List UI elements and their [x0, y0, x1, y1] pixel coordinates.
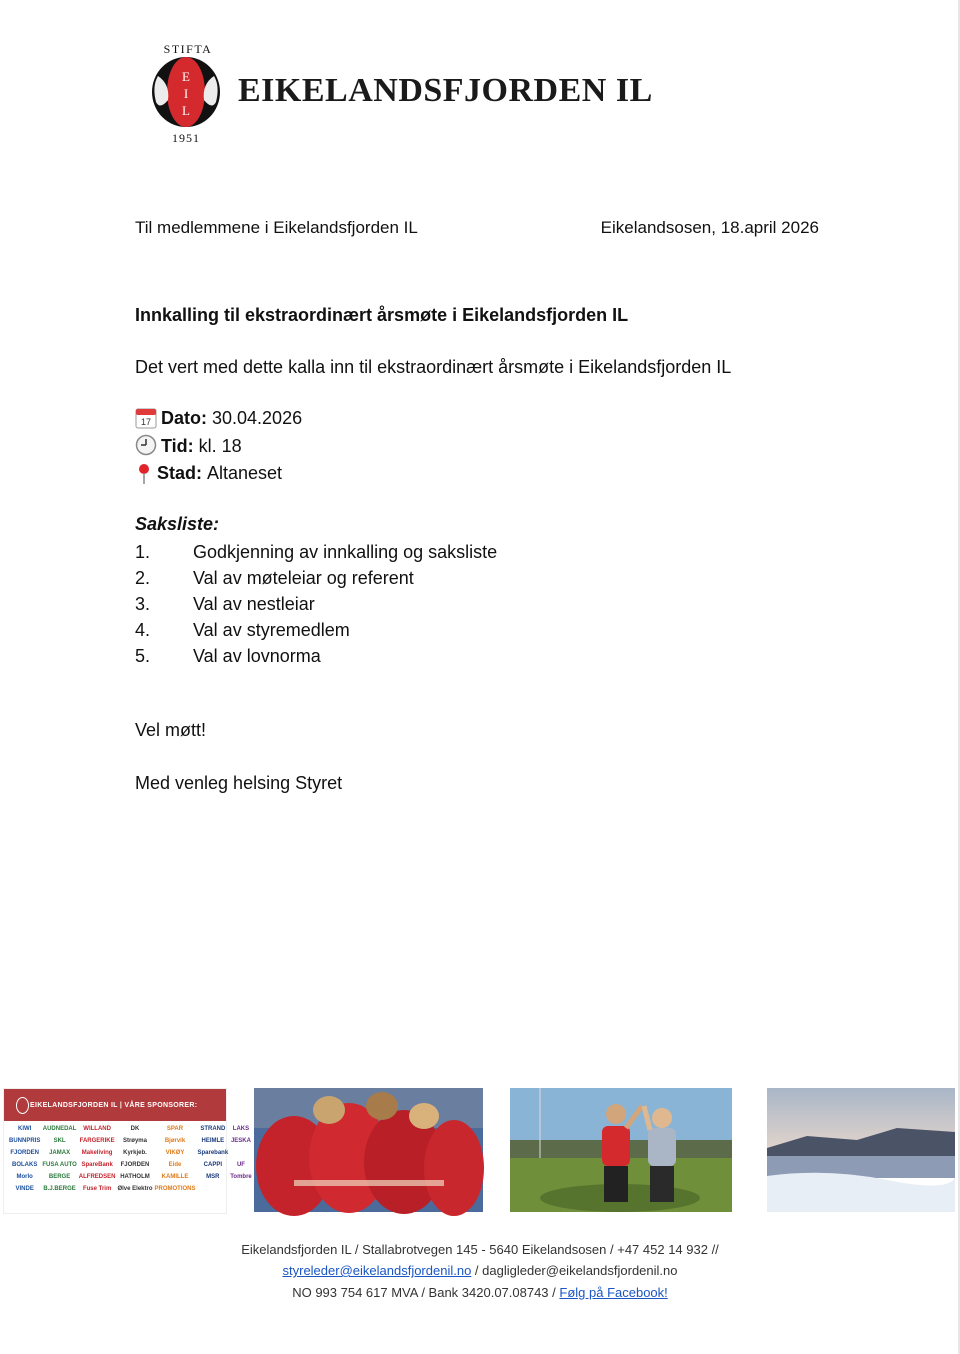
sponsor-header-text: EIKELANDSFJORDEN IL | VÅRE SPONSORER: [30, 1101, 198, 1109]
sponsor-logo: ALFREDSEN [78, 1174, 116, 1180]
date-value: 30.04.2026 [212, 408, 303, 428]
sponsor-header [4, 1089, 226, 1121]
sponsor-logo: STRAND [200, 1126, 226, 1132]
sponsor-logo: Sparebank [197, 1150, 229, 1156]
sponsor-logo: AUDNEDAL [42, 1126, 77, 1132]
club-name: EIKELANDSFJORDEN IL [238, 72, 653, 109]
sponsor-logo: Morlo [16, 1174, 33, 1180]
email-chair-link[interactable]: styreleder@eikelandsfjordenil.no [282, 1263, 472, 1278]
footer-org-bank: NO 993 754 617 MVA / Bank 3420.07.08743 / [292, 1285, 560, 1300]
sponsor-logo: KIWI [18, 1126, 32, 1132]
sponsor-logo: UF [236, 1162, 245, 1168]
sponsor-logo: HEIMLE [201, 1138, 225, 1144]
sponsor-logo: MSR [206, 1174, 220, 1180]
sponsor-logo: CAPPI [203, 1162, 223, 1168]
logo-top-text: STIFTA [163, 42, 213, 56]
agenda-num: 2. [135, 568, 151, 588]
sponsor-logo: BOLAKS [12, 1162, 38, 1168]
sponsor-logo: LAKS [232, 1126, 250, 1132]
sponsor-logo: WILLAND [83, 1126, 111, 1132]
sponsor-logo [230, 1185, 252, 1194]
agenda-num: 4. [135, 620, 151, 640]
sponsor-logo: JAMAX [49, 1150, 71, 1156]
signature: Med venleg helsing Styret [135, 773, 343, 793]
agenda-text: Val av nestleiar [193, 594, 315, 614]
time-row [135, 433, 302, 461]
photo-team-huddle [254, 1088, 483, 1212]
sponsor-logo: JESKA [230, 1138, 251, 1144]
footer-address: Eikelandsfjorden IL / Stallabrotvegen 145 - 5640 Eikelandsosen / +47 452 14 932 // [241, 1242, 719, 1257]
sponsor-logo: B.J.BERGE [43, 1186, 76, 1192]
recipient: Til medlemmene i Eikelandsfjorden IL [135, 218, 418, 237]
logo-letter-e: E [182, 69, 190, 84]
agenda-text: Val av styremedlem [193, 620, 350, 640]
sponsor-logo: Makeliving [81, 1150, 113, 1156]
sponsor-logo: KAMILLE [161, 1174, 189, 1180]
sponsor-logo: VIKØY [165, 1150, 185, 1156]
sponsor-logo: Ølve Elektro [117, 1186, 153, 1192]
agenda-text: Val av møteleiar og referent [193, 568, 414, 588]
logo-letter-i: I [183, 86, 189, 101]
sponsor-logo: Tombre [230, 1174, 252, 1180]
sponsor-logo: Fuse Trim [82, 1186, 112, 1192]
sponsor-logo [198, 1185, 229, 1194]
date-row [135, 405, 302, 433]
clock-icon [135, 434, 159, 458]
place-value: Altaneset [207, 463, 283, 483]
agenda-num: 3. [135, 594, 151, 614]
pin-icon [135, 462, 155, 486]
sponsor-logo: VINDE [15, 1186, 34, 1192]
agenda-item [135, 643, 497, 669]
time-value: kl. 18 [198, 435, 242, 456]
intro-text: Det vert med dette kalla inn til ekstraordinært årsmøte i Eikelandsfjorden IL [135, 357, 732, 377]
agenda-list [135, 539, 497, 669]
place-date: Eikelandsosen, 18.april 2026 [600, 218, 819, 237]
sponsor-logo: Strøyma [122, 1138, 147, 1144]
photo-high-five [510, 1088, 732, 1212]
sponsor-logo: HATHOLM [120, 1174, 150, 1180]
place-label: Stad: [157, 463, 202, 483]
agenda-text: Val av lovnorma [193, 646, 321, 666]
club-logo [148, 40, 228, 146]
letter-heading: Innkalling til ekstraordinært årsmøte i Eikelandsfjorden IL [135, 305, 629, 325]
sponsor-logo: DK [130, 1126, 140, 1132]
facebook-link[interactable]: Følg på Facebook! [559, 1285, 668, 1300]
sponsor-logo [230, 1149, 252, 1158]
sponsor-logo: FARGERIKE [79, 1138, 115, 1144]
sponsor-logo: Kyrkjeb. [123, 1150, 147, 1156]
sponsor-logo: SpareBank [81, 1162, 113, 1168]
address-row [135, 218, 825, 238]
agenda-num: 5. [135, 646, 151, 666]
agenda-item [135, 565, 497, 591]
sponsor-logo: PROMOTIONS [154, 1186, 196, 1192]
agenda-num: 1. [135, 542, 151, 562]
sponsor-logo: Bjørvik [164, 1138, 186, 1144]
closing-text: Vel møtt! [135, 720, 207, 740]
footer-contacts [0, 1263, 960, 1278]
sponsor-logo: SKL [53, 1138, 66, 1144]
calendar-icon [135, 407, 159, 431]
agenda-title: Saksliste: [135, 514, 220, 534]
agenda-item [135, 591, 497, 617]
logo-letter-l: L [182, 103, 190, 118]
sponsor-board [3, 1088, 252, 1214]
sponsor-logo: Eide [168, 1162, 182, 1168]
sponsor-logo: FJORDEN [10, 1150, 39, 1156]
sponsor-logo: FUSA AUTO [42, 1162, 77, 1168]
photo-fjord-winter [767, 1088, 955, 1212]
place-row [135, 460, 302, 488]
sponsor-logo: BERGE [48, 1174, 71, 1180]
agenda-item [135, 617, 497, 643]
footer-sep: / [471, 1263, 483, 1278]
email-manager: dagligleder@eikelandsfjordenil.no [482, 1263, 678, 1278]
footer-legal [0, 1285, 960, 1300]
meeting-details [135, 405, 302, 488]
agenda-text: Godkjenning av innkalling og saksliste [193, 542, 498, 562]
date-label: Dato: [161, 408, 207, 428]
sponsor-logo: FJORDEN [120, 1162, 150, 1168]
mini-club-logo [16, 1097, 29, 1114]
sponsor-logo: BUNNPRIS [9, 1138, 41, 1144]
sponsor-logo-grid [4, 1121, 252, 1194]
logo-year: 1951 [172, 131, 200, 145]
time-label: Tid: [161, 435, 194, 456]
agenda-item [135, 539, 497, 565]
calendar-day: 17 [140, 416, 152, 427]
sponsor-logo: SPAR [166, 1126, 184, 1132]
